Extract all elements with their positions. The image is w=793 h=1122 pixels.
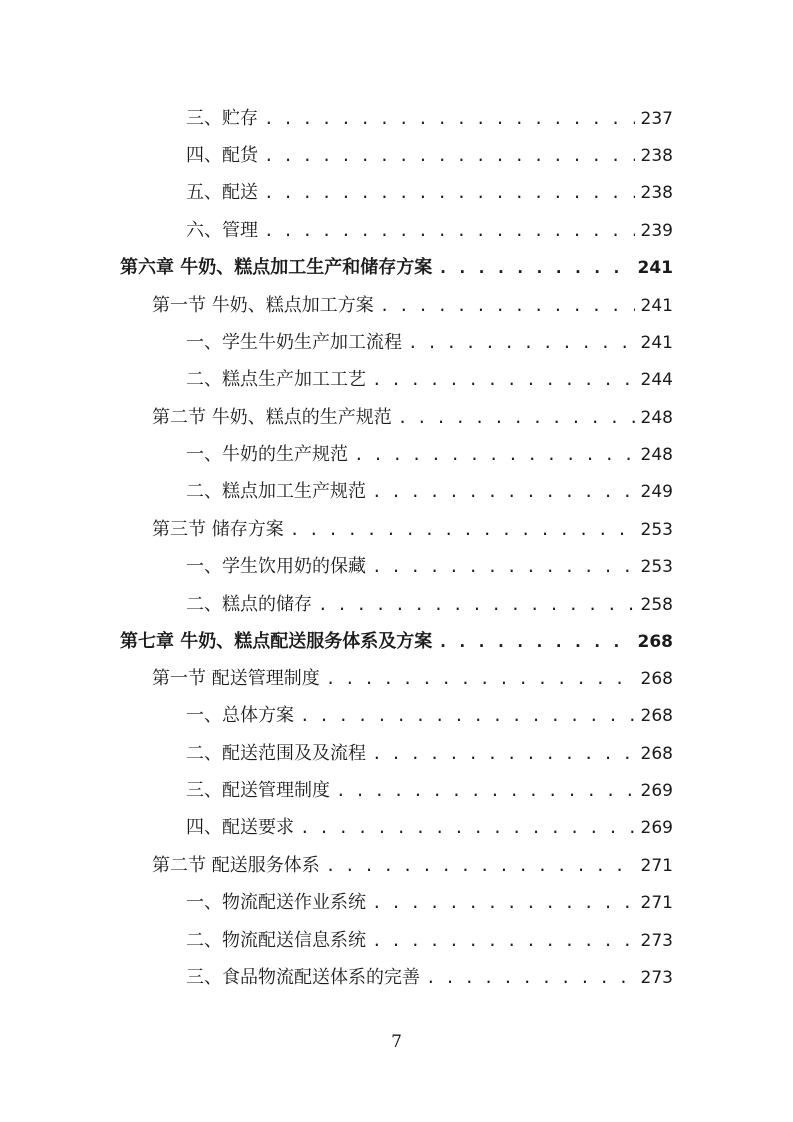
dot-leader <box>264 104 635 134</box>
toc-entry[interactable] <box>186 926 673 956</box>
toc-entry[interactable] <box>186 477 673 507</box>
toc-entry-label: 一、总体方案 <box>186 705 294 726</box>
toc-entry-label: 二、糕点的储存 <box>186 594 312 615</box>
dot-leader <box>264 141 635 171</box>
toc-page-number: 253 <box>640 520 673 540</box>
toc-entry-label: 二、物流配送信息系统 <box>186 930 366 951</box>
dot-leader <box>336 776 635 806</box>
toc-entry-label: 一、物流配送作业系统 <box>186 892 366 913</box>
toc-chapter-entry[interactable] <box>120 253 673 283</box>
toc-entry[interactable] <box>186 104 673 134</box>
toc-page-number: 271 <box>640 893 673 913</box>
toc-section-entry[interactable] <box>152 851 673 881</box>
toc-page-number: 253 <box>640 557 673 577</box>
dot-leader <box>426 963 635 993</box>
toc-page-number: 244 <box>640 370 673 390</box>
toc-entry-label: 第六章 牛奶、糕点加工生产和储存方案 <box>120 257 433 278</box>
toc-section-entry[interactable] <box>152 291 673 321</box>
dot-leader <box>438 627 631 657</box>
toc-section-entry[interactable] <box>152 664 673 694</box>
toc-entry-label: 六、管理 <box>186 220 258 241</box>
toc-entry[interactable] <box>186 739 673 769</box>
toc-page-number: 258 <box>640 595 673 615</box>
dot-leader <box>290 515 635 545</box>
toc-page-number: 248 <box>640 408 673 428</box>
toc-page-number: 268 <box>637 632 673 652</box>
toc-entry[interactable] <box>186 178 673 208</box>
toc-entry[interactable] <box>186 365 673 395</box>
dot-leader <box>408 328 635 358</box>
toc-entry[interactable] <box>186 216 673 246</box>
toc-entry-label: 三、贮存 <box>186 108 258 129</box>
toc-page-number: 269 <box>640 781 673 801</box>
dot-leader <box>354 440 635 470</box>
toc-section-entry[interactable] <box>152 403 673 433</box>
toc-entry[interactable] <box>186 440 673 470</box>
toc-entry-label: 二、糕点生产加工工艺 <box>186 369 366 390</box>
toc-entry[interactable] <box>186 776 673 806</box>
dot-leader <box>372 365 635 395</box>
toc-page-number: 237 <box>640 109 673 129</box>
dot-leader <box>438 253 631 283</box>
dot-leader <box>372 477 635 507</box>
dot-leader <box>318 590 635 620</box>
toc-chapter-entry[interactable] <box>120 627 673 657</box>
dot-leader <box>326 851 635 881</box>
toc-entry[interactable] <box>186 328 673 358</box>
toc-entry-label: 三、配送管理制度 <box>186 780 330 801</box>
dot-leader <box>398 403 635 433</box>
toc-entry[interactable] <box>186 888 673 918</box>
toc-page-number: 268 <box>640 669 673 689</box>
toc-page-number: 249 <box>640 482 673 502</box>
dot-leader <box>372 888 635 918</box>
toc-entry-label: 一、牛奶的生产规范 <box>186 444 348 465</box>
page-number: 7 <box>391 1032 402 1052</box>
toc-page-number: 271 <box>640 856 673 876</box>
toc-section-entry[interactable] <box>152 515 673 545</box>
toc-page-number: 269 <box>640 818 673 838</box>
toc-page-number: 241 <box>640 333 673 353</box>
dot-leader <box>372 739 635 769</box>
toc-page-number: 273 <box>640 968 673 988</box>
toc-entry[interactable] <box>186 701 673 731</box>
toc-entry-label: 四、配送要求 <box>186 817 294 838</box>
toc-entry[interactable] <box>186 590 673 620</box>
dot-leader <box>326 664 635 694</box>
toc-entry-label: 二、配送范围及及流程 <box>186 743 366 764</box>
toc-entry-label: 第二节 牛奶、糕点的生产规范 <box>152 407 392 428</box>
toc-entry-label: 第七章 牛奶、糕点配送服务体系及方案 <box>120 631 433 652</box>
dot-leader <box>264 216 635 246</box>
toc-page-number: 238 <box>640 146 673 166</box>
toc-entry-label: 第一节 牛奶、糕点加工方案 <box>152 295 374 316</box>
toc-page-number: 268 <box>640 744 673 764</box>
toc-entry-label: 四、配货 <box>186 145 258 166</box>
dot-leader <box>300 701 635 731</box>
dot-leader <box>372 552 635 582</box>
toc-entry-label: 二、糕点加工生产规范 <box>186 481 366 502</box>
toc-entry-label: 五、配送 <box>186 182 258 203</box>
toc-entry-label: 第三节 储存方案 <box>152 519 284 540</box>
toc-page-number: 241 <box>637 258 673 278</box>
toc-page-number: 248 <box>640 445 673 465</box>
toc-entry-label: 一、学生牛奶生产加工流程 <box>186 332 402 353</box>
dot-leader <box>372 926 635 956</box>
toc-entry-label: 第一节 配送管理制度 <box>152 668 320 689</box>
toc-page-number: 273 <box>640 931 673 951</box>
toc-entry[interactable] <box>186 813 673 843</box>
toc-page-number: 239 <box>640 221 673 241</box>
toc-entry[interactable] <box>186 963 673 993</box>
toc-entry-label: 第二节 配送服务体系 <box>152 855 320 876</box>
dot-leader <box>380 291 635 321</box>
toc-entry[interactable] <box>186 552 673 582</box>
toc-page-number: 238 <box>640 183 673 203</box>
toc-page-number: 241 <box>640 296 673 316</box>
toc-entry-label: 三、食品物流配送体系的完善 <box>186 967 420 988</box>
toc-entry-label: 一、学生饮用奶的保藏 <box>186 556 366 577</box>
dot-leader <box>264 178 635 208</box>
toc-entry[interactable] <box>186 141 673 171</box>
toc-page-number: 268 <box>640 706 673 726</box>
dot-leader <box>300 813 635 843</box>
